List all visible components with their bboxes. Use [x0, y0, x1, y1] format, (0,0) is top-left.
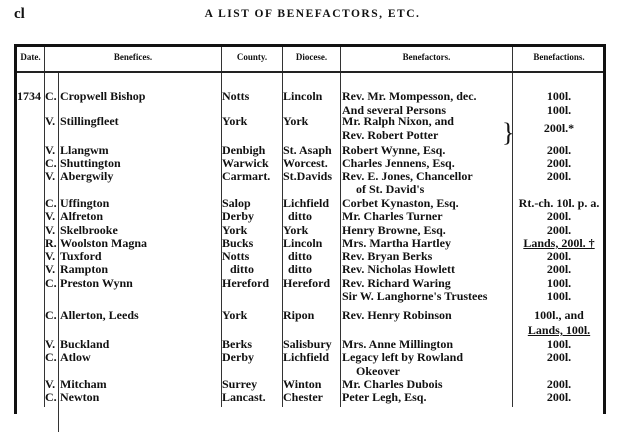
- cell-benefactor: Sir W. Langhorne's Trustees: [342, 289, 488, 303]
- cell-benefice: Allerton, Leeds: [60, 308, 139, 322]
- cell-diocese: Hereford: [283, 276, 331, 290]
- cell-type: V.: [45, 223, 56, 237]
- cell-benefaction: 100l.: [546, 103, 572, 117]
- cell-benefaction: 200l.*: [543, 121, 575, 135]
- cell-type: V.: [45, 209, 56, 223]
- cell-type: V.: [45, 114, 56, 128]
- cell-diocese: ditto: [288, 262, 312, 276]
- cell-type: C.: [45, 276, 57, 290]
- cell-benefactor: Rev. Mr. Mompesson, dec.: [342, 89, 477, 103]
- cell-benefice: Preston Wynn: [60, 276, 133, 290]
- cell-county: Warwick: [222, 156, 269, 170]
- cell-type: V.: [45, 169, 56, 183]
- cell-county: Berks: [222, 337, 252, 351]
- cell-benefice: Shuttington: [60, 156, 121, 170]
- cell-benefaction: 200l.: [546, 390, 572, 404]
- brace-mark: }: [502, 118, 515, 147]
- cell-diocese: Salisbury: [283, 337, 332, 351]
- cell-diocese: Worcest.: [283, 156, 328, 170]
- cell-county: Derby: [222, 350, 254, 364]
- cell-benefaction: 200l.: [546, 262, 572, 276]
- cell-diocese: Ripon: [283, 308, 315, 322]
- cell-benefactor: Rev. Richard Waring: [342, 276, 451, 290]
- cell-benefice: Mitcham: [60, 377, 107, 391]
- cell-benefactor: Peter Legh, Esq.: [342, 390, 427, 404]
- cell-benefactor: Legacy left by Rowland: [342, 350, 463, 364]
- cell-benefaction: 200l.: [546, 209, 572, 223]
- cell-type: R.: [45, 236, 57, 250]
- cell-benefactor: Robert Wynne, Esq.: [342, 143, 446, 157]
- cell-benefaction: 100l.: [546, 289, 572, 303]
- cell-benefactor: Corbet Kynaston, Esq.: [342, 196, 459, 210]
- cell-county: Notts: [222, 89, 250, 103]
- cell-benefactor: Okeover: [356, 364, 400, 378]
- cell-benefaction: 100l.: [546, 89, 572, 103]
- cell-benefaction: Lands, 100l.: [527, 323, 591, 337]
- cell-benefice: Rampton: [60, 262, 109, 276]
- cell-benefaction: 200l.: [546, 156, 572, 170]
- cell-diocese: St. Asaph: [283, 143, 332, 157]
- cell-benefice: Llangwm: [60, 143, 109, 157]
- cell-county: Lancast.: [222, 390, 266, 404]
- cell-benefaction: 200l.: [546, 223, 572, 237]
- cell-benefice: Buckland: [60, 337, 110, 351]
- cell-benefactor: Henry Browne, Esq.: [342, 223, 446, 237]
- header-diocese: Diocese.: [295, 52, 328, 62]
- cell-county: Surrey: [222, 377, 258, 391]
- cell-benefice: Uffington: [60, 196, 110, 210]
- cell-county: York: [222, 223, 248, 237]
- cell-diocese: St.Davids: [283, 169, 333, 183]
- cell-type: C.: [45, 89, 57, 103]
- cell-benefice: Woolston Magna: [60, 236, 148, 250]
- cell-diocese: York: [283, 114, 309, 128]
- cell-benefaction: 200l.: [546, 377, 572, 391]
- cell-type: C.: [45, 308, 57, 322]
- cell-type: V.: [45, 249, 56, 263]
- cell-county: Denbigh: [222, 143, 266, 157]
- header-benefices: Benefices.: [113, 52, 153, 62]
- cell-type: V.: [45, 377, 56, 391]
- cell-benefactor: Mr. Charles Dubois: [342, 377, 443, 391]
- cell-benefaction: 200l.: [546, 350, 572, 364]
- cell-benefactor: Rev. Nicholas Howlett: [342, 262, 455, 276]
- cell-county: Carmart.: [222, 169, 271, 183]
- column-divider: [340, 47, 341, 407]
- cell-diocese: Lichfield: [283, 196, 330, 210]
- cell-benefaction: 200l.: [546, 143, 572, 157]
- cell-benefactor: of St. David's: [356, 182, 425, 196]
- cell-benefactor: Rev. Henry Robinson: [342, 308, 452, 322]
- cell-county: Hereford: [222, 276, 270, 290]
- cell-benefice: Newton: [60, 390, 100, 404]
- cell-type: C.: [45, 196, 57, 210]
- cell-benefaction: 100l.: [546, 337, 572, 351]
- cell-county: Bucks: [222, 236, 254, 250]
- cell-county: York: [222, 114, 248, 128]
- header-county: County.: [236, 52, 268, 62]
- cell-diocese: Winton: [283, 377, 322, 391]
- cell-benefactor: Rev. Bryan Berks: [342, 249, 433, 263]
- cell-county: Derby: [222, 209, 254, 223]
- cell-date: 1734: [17, 89, 41, 103]
- cell-benefice: Atlow: [60, 350, 91, 364]
- cell-benefice: Skelbrooke: [60, 223, 118, 237]
- cell-benefactor: Mrs. Martha Hartley: [342, 236, 451, 250]
- cell-type: C.: [45, 390, 57, 404]
- cell-benefactor: Rev. E. Jones, Chancellor: [342, 169, 473, 183]
- cell-benefaction: 200l.: [546, 249, 572, 263]
- cell-benefice: Abergwily: [60, 169, 114, 183]
- cell-benefaction: 100l.: [546, 276, 572, 290]
- cell-county: York: [222, 308, 248, 322]
- cell-diocese: ditto: [288, 249, 312, 263]
- cell-type: V.: [45, 143, 56, 157]
- cell-county: Notts: [222, 249, 250, 263]
- page-number: cl: [14, 6, 25, 22]
- header-benefactors: Benefactors.: [402, 52, 451, 62]
- cell-type: V.: [45, 262, 56, 276]
- cell-diocese: York: [283, 223, 309, 237]
- cell-benefaction: 100l., and: [534, 308, 584, 322]
- cell-diocese: Lincoln: [283, 236, 323, 250]
- cell-benefactor: Rev. Robert Potter: [342, 128, 439, 142]
- cell-benefactor: Mr. Charles Turner: [342, 209, 443, 223]
- cell-county: Salop: [222, 196, 251, 210]
- header-benefactions: Benefactions.: [533, 52, 585, 62]
- cell-benefactor: Mr. Ralph Nixon, and: [342, 114, 454, 128]
- cell-county: ditto: [230, 262, 254, 276]
- column-divider: [58, 72, 59, 432]
- cell-type: C.: [45, 350, 57, 364]
- cell-benefaction: Lands, 200l. †: [523, 236, 595, 250]
- cell-diocese: Lincoln: [283, 89, 323, 103]
- cell-type: V.: [45, 337, 56, 351]
- page-title: A LIST OF BENEFACTORS, ETC.: [204, 8, 421, 20]
- cell-benefaction: Rt.-ch. 10l. p. a.: [518, 196, 600, 210]
- header-date: Date.: [20, 52, 41, 62]
- cell-benefice: Stillingfleet: [60, 114, 119, 128]
- cell-benefaction: 200l.: [546, 169, 572, 183]
- cell-benefice: Alfreton: [60, 209, 104, 223]
- cell-benefactor: Mrs. Anne Millington: [342, 337, 454, 351]
- cell-benefice: Tuxford: [60, 249, 102, 263]
- cell-benefice: Cropwell Bishop: [60, 89, 146, 103]
- cell-benefactor: Charles Jennens, Esq.: [342, 156, 455, 170]
- cell-type: C.: [45, 156, 57, 170]
- cell-diocese: Lichfield: [283, 350, 330, 364]
- header-rule: [17, 71, 603, 73]
- cell-benefactor: And several Persons: [342, 103, 446, 117]
- cell-diocese: Chester: [283, 390, 323, 404]
- cell-diocese: ditto: [288, 209, 312, 223]
